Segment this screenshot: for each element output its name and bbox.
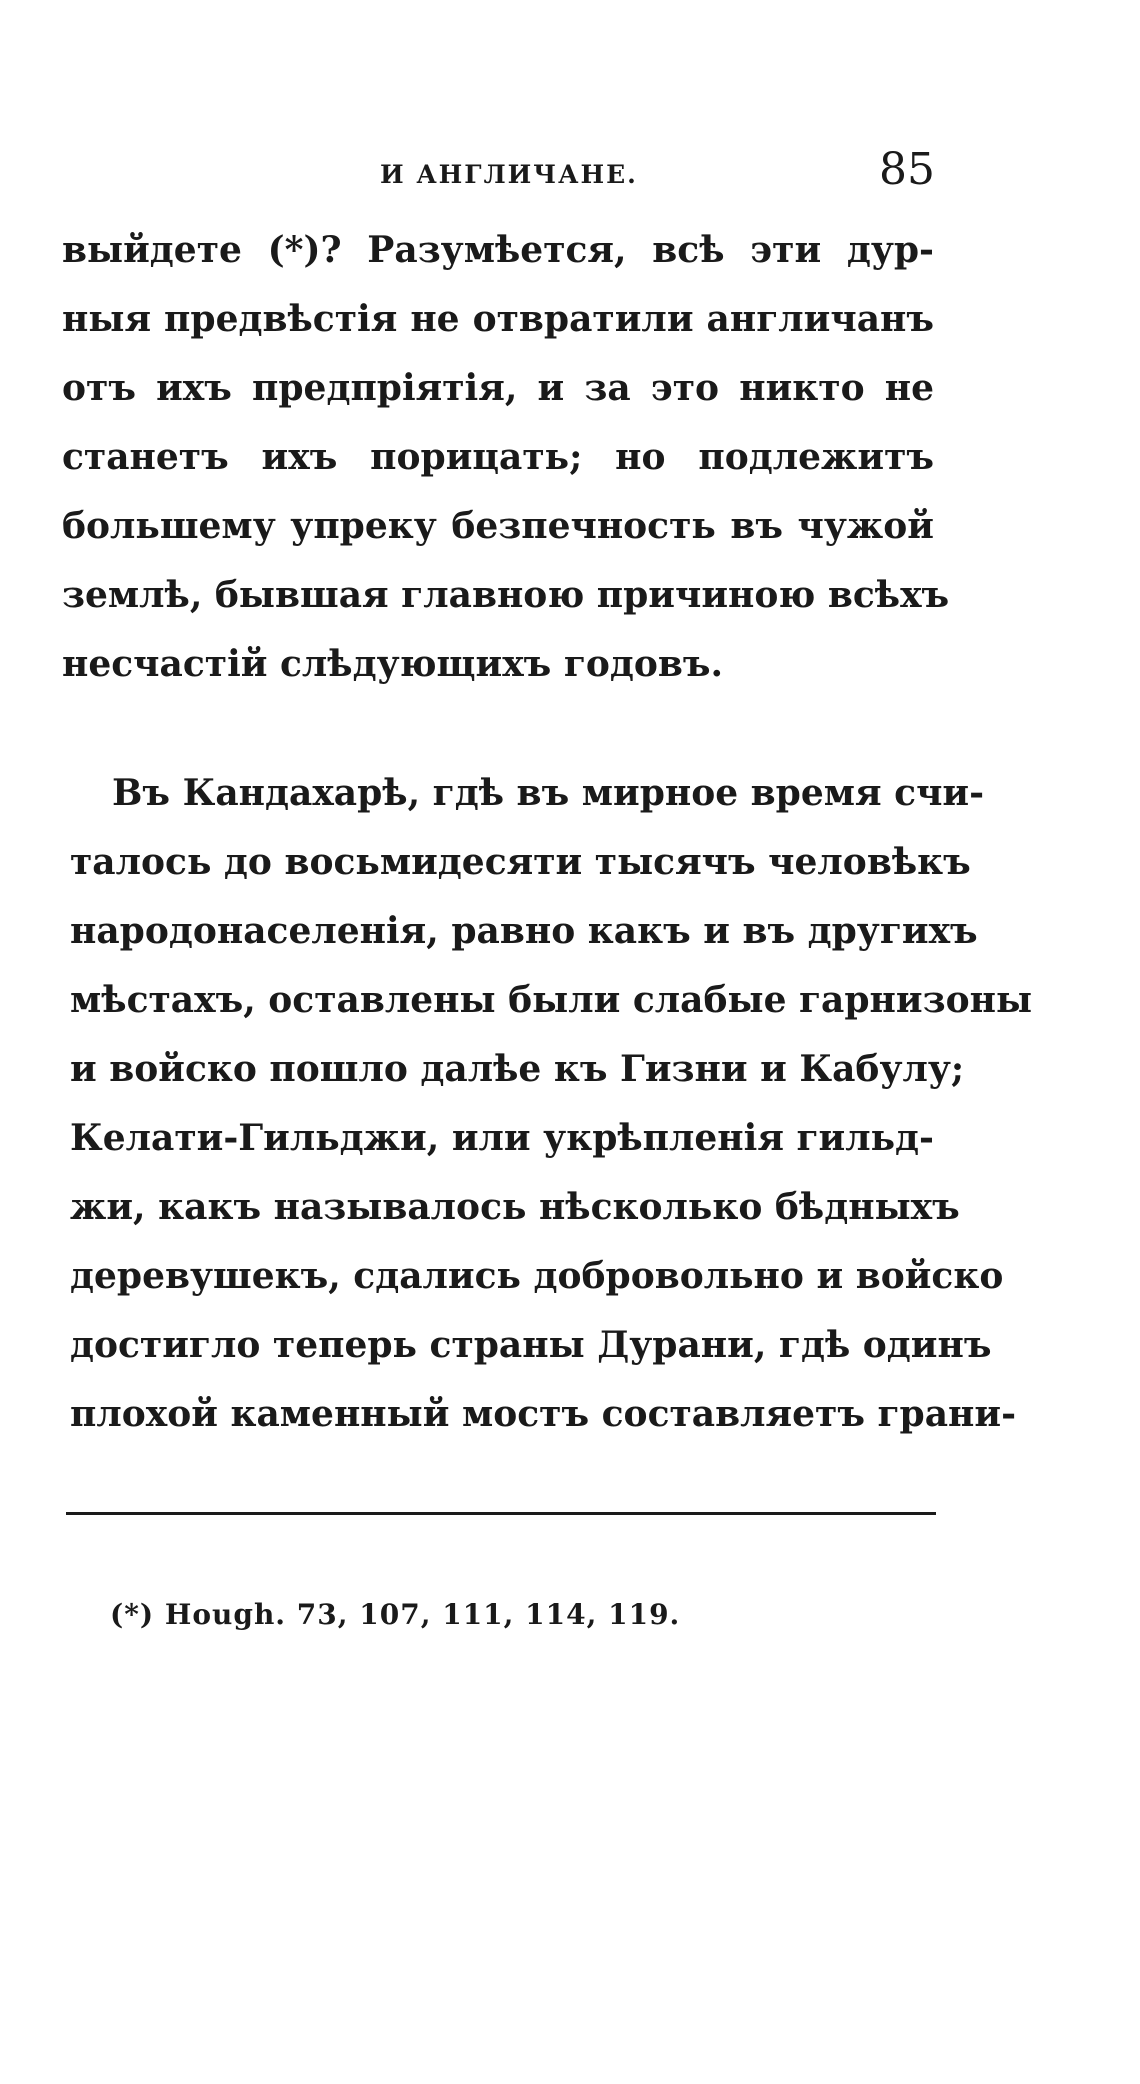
text-line: отъ ихъ предпріятія, и за это никто не — [62, 367, 934, 409]
text-line: деревушекъ, сдались добровольно и войско — [70, 1255, 1004, 1297]
text-line: достигло теперь страны Дурани, гдѣ одинъ — [70, 1324, 992, 1366]
text-line: плохой каменный мостъ составляетъ грани- — [70, 1393, 1017, 1435]
text-line: народонаселенія, равно какъ и въ другихъ — [70, 910, 978, 952]
running-title: И АНГЛИЧАНЕ. — [380, 160, 638, 189]
text-line: Келати-Гильджи, или укрѣпленія гильд- — [70, 1117, 934, 1159]
text-line: Въ Кандахарѣ, гдѣ въ мирное время счи- — [112, 772, 985, 814]
text-line: мѣстахъ, оставлены были слабые гарнизоны — [70, 979, 1033, 1021]
text-line: и войско пошло далѣе къ Гизни и Кабулу; — [70, 1048, 965, 1090]
text-line: землѣ, бывшая главною причиною всѣхъ — [62, 574, 950, 616]
page-header — [60, 140, 935, 200]
footnote: (*) Hough. 73, 107, 111, 114, 119. — [110, 1598, 681, 1631]
text-line: жи, какъ называлось нѣсколько бѣдныхъ — [70, 1186, 960, 1228]
text-line: несчастій слѣдующихъ годовъ. — [62, 643, 724, 685]
text-line: большему упреку безпечность въ чужой — [62, 505, 934, 547]
footnote-divider — [66, 1512, 936, 1515]
text-line: талось до восьмидесяти тысячъ человѣкъ — [70, 841, 971, 883]
text-line: выйдете (*)? Разумѣется, всѣ эти дур- — [62, 229, 934, 271]
text-line: ныя предвѣстія не отвратили англичанъ — [62, 298, 934, 340]
text-line: станетъ ихъ порицать; но подлежитъ — [62, 436, 934, 478]
page-number: 85 — [879, 144, 935, 195]
